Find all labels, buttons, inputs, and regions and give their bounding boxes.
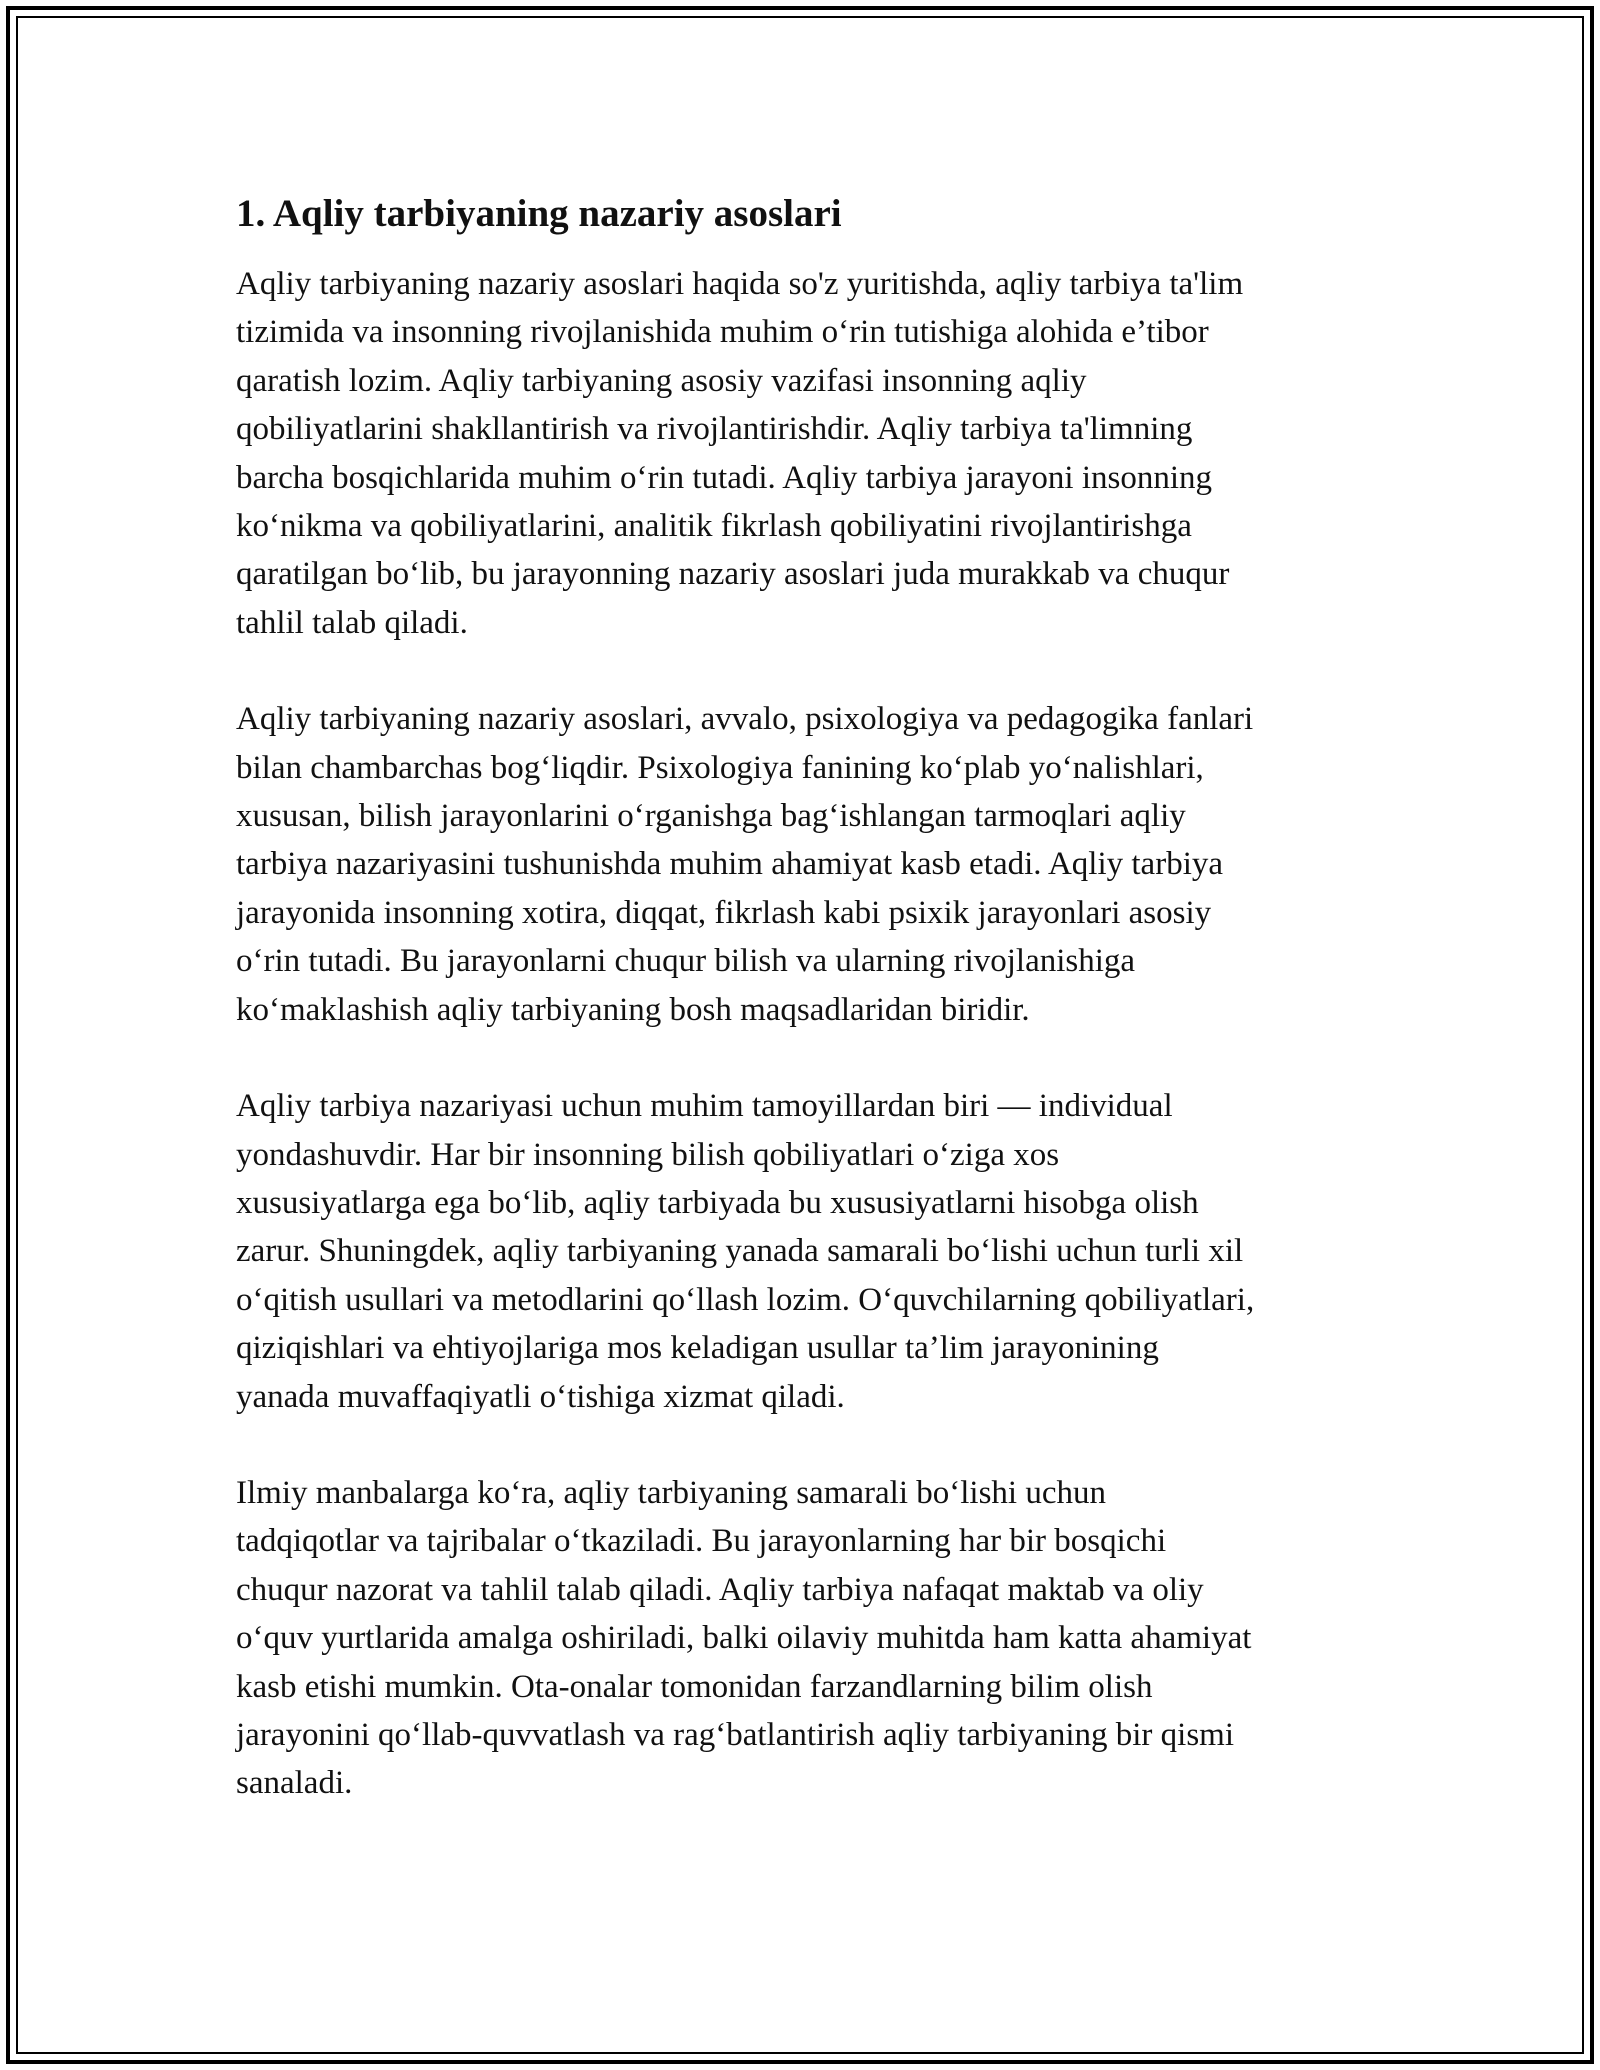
paragraph-line: chuqur nazorat va tahlil talab qiladi. Aqliy tarbiya nafaqat maktab va oliy [236,1571,1204,1608]
paragraph-line: Aqliy tarbiya nazariyasi uchun muhim tamoyillardan biri — individual [236,1088,1173,1125]
paragraph-line: o‘quv yurtlarida amalga oshiriladi, balki oilaviy muhitda ham katta ahamiyat [236,1620,1252,1657]
paragraph-line: jarayonida insonning xotira, diqqat, fikrlash kabi psixik jarayonlari asosiy [236,894,1212,931]
paragraph-line: kasb etishi mumkin. Ota-onalar tomonidan farzandlarning bilim olish [236,1668,1153,1705]
paragraph-line: ko‘nikma va qobiliyatlarini, analitik fikrlash qobiliyatini rivojlantirishga [236,508,1192,545]
paragraph-line: yondashuvdir. Har bir insonning bilish qobiliyatlari o‘ziga xos [236,1136,1060,1173]
paragraph-line: tarbiya nazariyasini tushunishda muhim ahamiyat kasb etadi. Aqliy tarbiya [236,846,1224,883]
paragraph-line: Aqliy tarbiyaning nazariy asoslari haqida so'z yuritishda, aqliy tarbiya ta'lim [236,266,1244,302]
paragraph-line: tahlil talab qiladi. [236,604,468,641]
paragraph-line: Ilmiy manbalarga ko‘ra, aqliy tarbiyaning samarali bo‘lishi uchun [236,1474,1106,1511]
paragraph-line: o‘qitish usullari va metodlarini qo‘llash lozim. O‘quvchilarning qobiliyatlari, [236,1281,1255,1318]
paragraph-line: qiziqishlari va ehtiyojlariga mos keladigan usullar ta’lim jarayonining [236,1330,1159,1367]
paragraph-2 [236,695,1376,1034]
paragraph-line: yanada muvaffaqiyatli o‘tishiga xizmat qiladi. [236,1378,845,1415]
paragraph-line: jarayonini qo‘llab-quvvatlash va rag‘batlantirish aqliy tarbiyaning bir qismi [236,1716,1234,1753]
paragraph-line: ko‘maklashish aqliy tarbiyaning bosh maqsadlaridan biridir. [236,991,1030,1028]
document-body [236,184,1376,1856]
paragraph-line: qaratish lozim. Aqliy tarbiyaning asosiy vazifasi insonning aqliy [236,362,1087,399]
paragraph-line: xususiyatlarga ega bo‘lib, aqliy tarbiyada bu xususiyatlarni hisobga olish [236,1184,1199,1221]
paragraph-line: qobiliyatlarini shakllantirish va rivojlantirishdir. Aqliy tarbiya ta'limning [236,411,1193,448]
paragraph-line: tadqiqotlar va tajribalar o‘tkaziladi. Bu jarayonlarning har bir bosqichi [236,1523,1167,1560]
paragraph-3 [236,1082,1376,1421]
paragraph-line: o‘rin tutadi. Bu jarayonlarni chuqur bilish va ularning rivojlanishiga [236,943,1136,980]
paragraph-line: Aqliy tarbiyaning nazariy asoslari, avvalo, psixologiya va pedagogika fanlari [236,701,1254,738]
paragraph-4 [236,1469,1376,1808]
paragraph-line: xususan, bilish jarayonlarini o‘rganishga bag‘ishlangan tarmoqlari aqliy [236,798,1186,835]
paragraph-line: tizimida va insonning rivojlanishida muhim o‘rin tutishiga alohida e’tibor [236,314,1209,351]
paragraph-1 [236,260,1376,647]
document-title: 1. Aqliy tarbiyaning nazariy asoslari [236,192,842,235]
paragraph-line: barcha bosqichlarida muhim o‘rin tutadi. Aqliy tarbiya jarayoni insonning [236,459,1213,496]
paragraph-line: zarur. Shuningdek, aqliy tarbiyaning yanada samarali bo‘lishi uchun turli xil [236,1233,1244,1270]
paragraph-line: qaratilgan bo‘lib, bu jarayonning nazariy asoslari juda murakkab va chuqur [236,556,1230,593]
paragraph-line: sanaladi. [236,1765,353,1802]
paragraph-line: bilan chambarchas bog‘liqdir. Psixologiya fanining ko‘plab yo‘nalishlari, [236,749,1204,786]
